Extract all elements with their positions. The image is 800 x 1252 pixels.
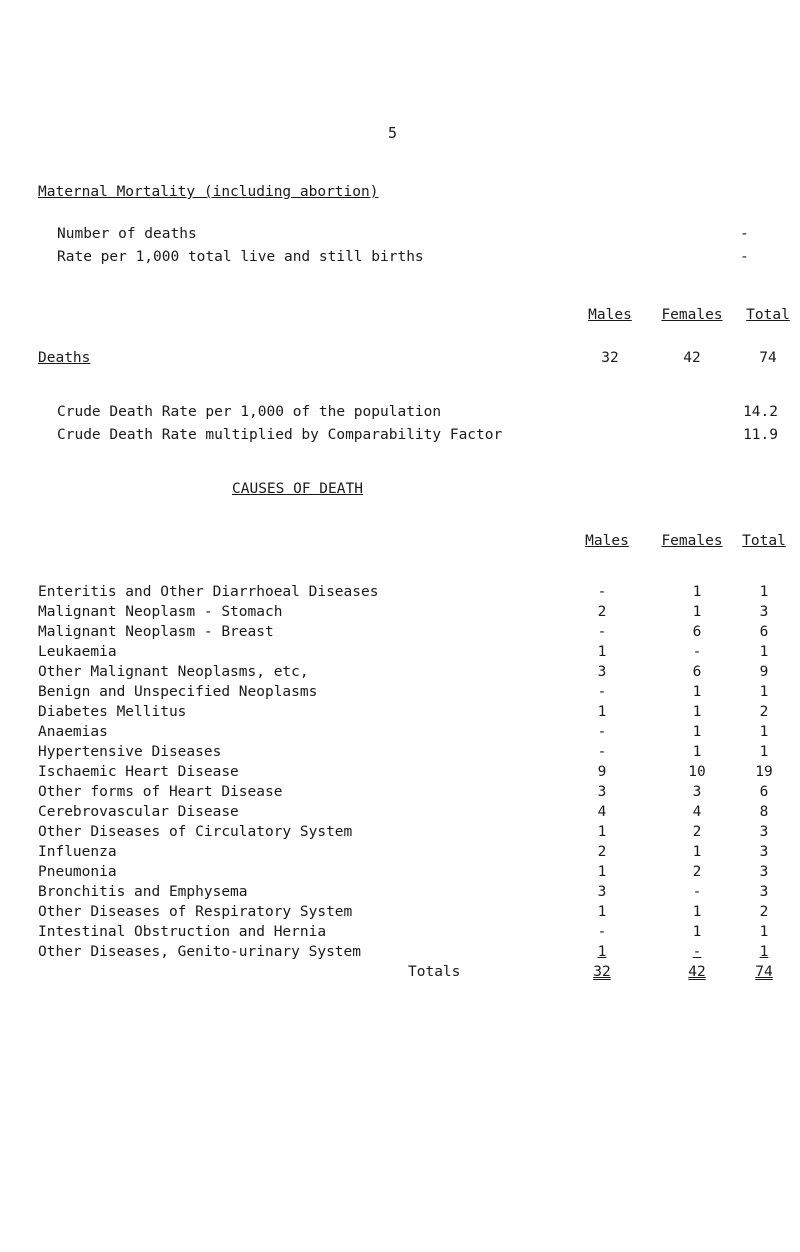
cause-label: Other Diseases of Respiratory System bbox=[38, 904, 353, 920]
table-row bbox=[0, 664, 800, 684]
females-count: 1 bbox=[692, 744, 702, 760]
cause-label: Cerebrovascular Disease bbox=[38, 804, 239, 820]
total-count: 2 bbox=[759, 704, 769, 720]
females-count: 1 bbox=[692, 604, 702, 620]
table-row bbox=[0, 764, 800, 784]
males-count: 3 bbox=[597, 664, 607, 680]
totals-label: Totals bbox=[408, 964, 461, 980]
totals-row bbox=[0, 964, 800, 984]
cause-label: Other Diseases of Circulatory System bbox=[38, 824, 353, 840]
maternal-heading: Maternal Mortality (including abortion) bbox=[38, 184, 379, 200]
females-count: 1 bbox=[692, 584, 702, 600]
table-row bbox=[0, 624, 800, 644]
females-count: 6 bbox=[692, 664, 702, 680]
males-count: - bbox=[597, 744, 607, 760]
cause-label: Other Malignant Neoplasms, etc, bbox=[38, 664, 309, 680]
total-count: 6 bbox=[759, 624, 769, 640]
deaths-label: Deaths bbox=[38, 350, 91, 366]
adjusted-rate-value: 11.9 bbox=[743, 427, 778, 443]
table-row bbox=[0, 724, 800, 744]
males-count: 1 bbox=[597, 704, 607, 720]
adjusted-rate-label: Crude Death Rate multiplied by Comparability Factor bbox=[57, 427, 503, 443]
cause-label: Malignant Neoplasm - Stomach bbox=[38, 604, 283, 620]
females-count: 2 bbox=[692, 864, 702, 880]
table-row bbox=[0, 904, 800, 924]
females-count: 1 bbox=[692, 904, 702, 920]
females-count: 1 bbox=[692, 684, 702, 700]
maternal-deaths-value: - bbox=[740, 226, 749, 242]
total-count: 3 bbox=[759, 864, 769, 880]
total-count: 3 bbox=[759, 884, 769, 900]
females-count: - bbox=[692, 944, 702, 960]
males-count: 1 bbox=[597, 864, 607, 880]
cause-label: Ischaemic Heart Disease bbox=[38, 764, 239, 780]
total-count: 6 bbox=[759, 784, 769, 800]
total-count: 2 bbox=[759, 904, 769, 920]
cause-label: Pneumonia bbox=[38, 864, 117, 880]
males-count: - bbox=[597, 684, 607, 700]
males-count: 4 bbox=[597, 804, 607, 820]
cause-label: Other Diseases, Genito-urinary System bbox=[38, 944, 362, 960]
table-row bbox=[0, 604, 800, 624]
causes-title: CAUSES OF DEATH bbox=[232, 481, 363, 497]
females-count: 1 bbox=[692, 724, 702, 740]
table-row bbox=[0, 644, 800, 664]
totals-males: 32 bbox=[593, 964, 611, 980]
total-count: 1 bbox=[759, 724, 769, 740]
table-row bbox=[0, 924, 800, 944]
cause-label: Influenza bbox=[38, 844, 117, 860]
table-row bbox=[0, 944, 800, 964]
males-count: 2 bbox=[597, 844, 607, 860]
maternal-deaths-label: Number of deaths bbox=[57, 226, 197, 242]
total-count: 3 bbox=[759, 824, 769, 840]
deaths-total: 74 bbox=[759, 350, 777, 366]
causes-header-females: Females bbox=[661, 533, 723, 549]
total-count: 1 bbox=[759, 944, 769, 960]
table-row bbox=[0, 584, 800, 604]
causes-header-total: Total bbox=[742, 533, 786, 549]
summary-header-females: Females bbox=[661, 307, 723, 323]
totals-total: 74 bbox=[755, 964, 773, 980]
males-count: 1 bbox=[597, 824, 607, 840]
males-count: 9 bbox=[597, 764, 607, 780]
total-count: 1 bbox=[759, 584, 769, 600]
cause-label: Enteritis and Other Diarrhoeal Diseases bbox=[38, 584, 379, 600]
page-number: 5 bbox=[388, 124, 398, 142]
total-count: 9 bbox=[759, 664, 769, 680]
males-count: 1 bbox=[597, 904, 607, 920]
crude-rate-label: Crude Death Rate per 1,000 of the population bbox=[57, 404, 442, 420]
cause-label: Anaemias bbox=[38, 724, 108, 740]
males-count: 1 bbox=[597, 644, 607, 660]
maternal-rate-label: Rate per 1,000 total live and still births bbox=[57, 249, 424, 265]
cause-label: Benign and Unspecified Neoplasms bbox=[38, 684, 318, 700]
males-count: - bbox=[597, 624, 607, 640]
females-count: 6 bbox=[692, 624, 702, 640]
females-count: 2 bbox=[692, 824, 702, 840]
total-count: 1 bbox=[759, 744, 769, 760]
males-count: - bbox=[597, 724, 607, 740]
females-count: 1 bbox=[692, 844, 702, 860]
cause-label: Hypertensive Diseases bbox=[38, 744, 222, 760]
table-row bbox=[0, 684, 800, 704]
table-row bbox=[0, 704, 800, 724]
total-count: 3 bbox=[759, 604, 769, 620]
table-row bbox=[0, 744, 800, 764]
cause-label: Bronchitis and Emphysema bbox=[38, 884, 248, 900]
table-row bbox=[0, 844, 800, 864]
summary-header-total: Total bbox=[746, 307, 790, 323]
total-count: 1 bbox=[759, 684, 769, 700]
table-row bbox=[0, 824, 800, 844]
total-count: 3 bbox=[759, 844, 769, 860]
males-count: - bbox=[597, 584, 607, 600]
deaths-males: 32 bbox=[601, 350, 619, 366]
cause-label: Intestinal Obstruction and Hernia bbox=[38, 924, 327, 940]
females-count: 3 bbox=[692, 784, 702, 800]
females-count: 1 bbox=[692, 704, 702, 720]
total-count: 19 bbox=[755, 764, 773, 780]
maternal-rate-value: - bbox=[740, 249, 749, 265]
total-count: 1 bbox=[759, 644, 769, 660]
females-count: - bbox=[692, 644, 702, 660]
total-count: 1 bbox=[759, 924, 769, 940]
table-row bbox=[0, 784, 800, 804]
cause-label: Diabetes Mellitus bbox=[38, 704, 187, 720]
deaths-females: 42 bbox=[683, 350, 701, 366]
males-count: 2 bbox=[597, 604, 607, 620]
females-count: - bbox=[692, 884, 702, 900]
total-count: 8 bbox=[759, 804, 769, 820]
summary-header-males: Males bbox=[588, 307, 632, 323]
table-row bbox=[0, 864, 800, 884]
males-count: - bbox=[597, 924, 607, 940]
females-count: 1 bbox=[692, 924, 702, 940]
table-row bbox=[0, 884, 800, 904]
cause-label: Malignant Neoplasm - Breast bbox=[38, 624, 274, 640]
males-count: 1 bbox=[597, 944, 607, 960]
males-count: 3 bbox=[597, 784, 607, 800]
causes-header-males: Males bbox=[585, 533, 629, 549]
females-count: 4 bbox=[692, 804, 702, 820]
crude-rate-value: 14.2 bbox=[743, 404, 778, 420]
table-row bbox=[0, 804, 800, 824]
males-count: 3 bbox=[597, 884, 607, 900]
females-count: 10 bbox=[688, 764, 706, 780]
totals-females: 42 bbox=[688, 964, 706, 980]
cause-label: Other forms of Heart Disease bbox=[38, 784, 283, 800]
cause-label: Leukaemia bbox=[38, 644, 117, 660]
